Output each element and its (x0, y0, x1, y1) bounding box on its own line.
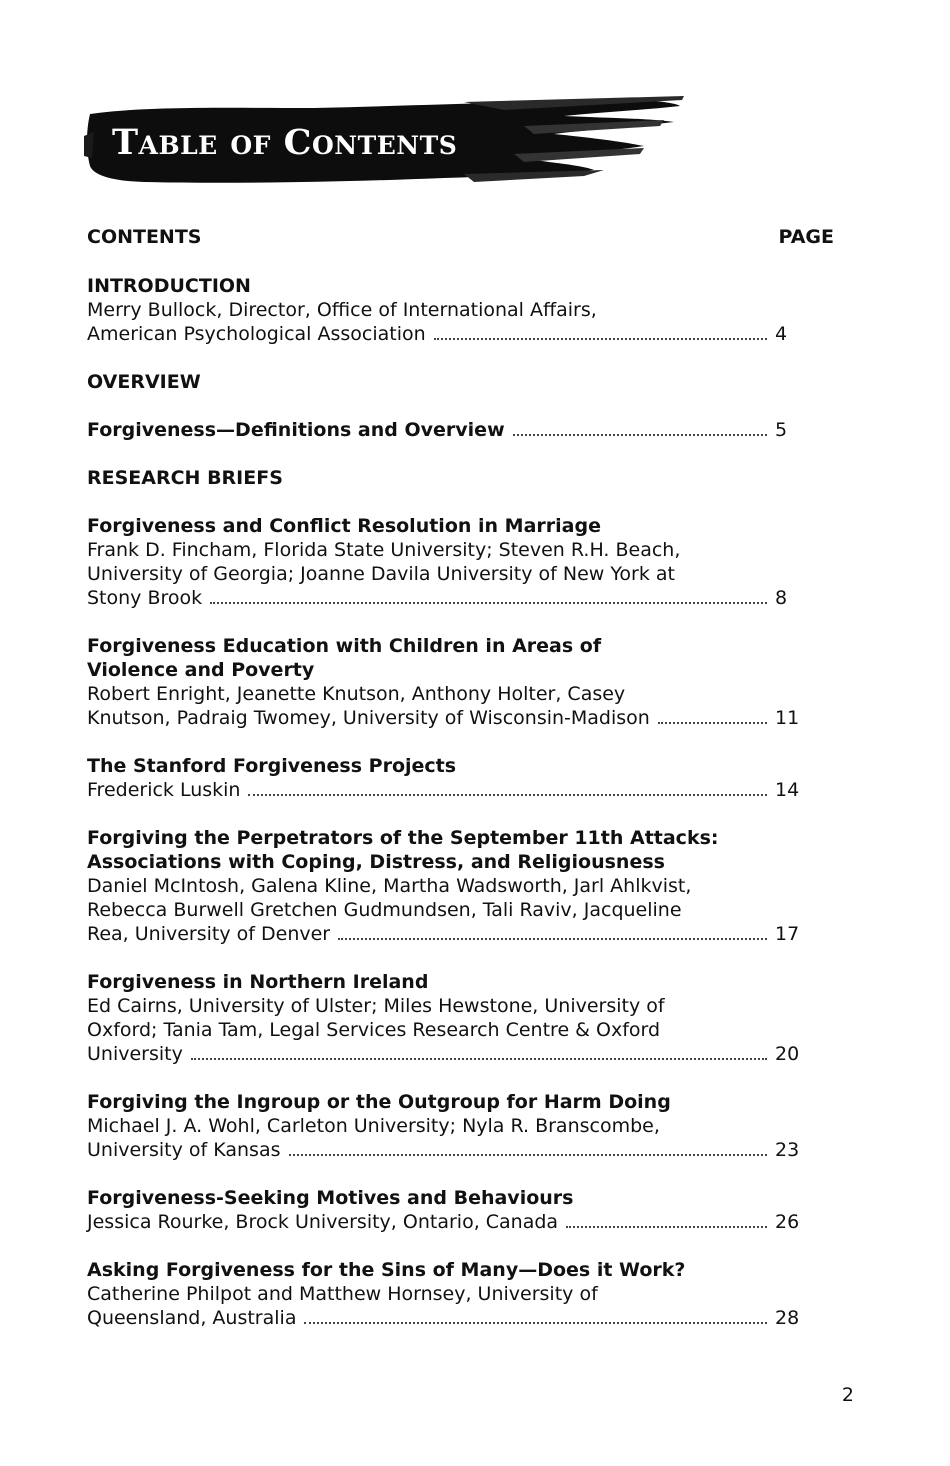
entry-author-line: Oxford; Tania Tam, Legal Services Research Centre & Oxford (87, 1019, 661, 1041)
entry-title: Asking Forgiveness for the Sins of Many—Does it Work? (87, 1259, 686, 1281)
entry-author-line: Jessica Rourke, Brock University, Ontario, Canada (87, 1211, 559, 1233)
toc-entry-line (87, 586, 801, 610)
toc-entry-line (87, 1306, 801, 1330)
entry-page-number: 8 (775, 587, 788, 609)
entry-author-line: Robert Enright, Jeanette Knutson, Anthony Holter, Casey (87, 683, 626, 705)
toc-entry-line[interactable] (87, 322, 801, 346)
entry-page-number: 20 (775, 1043, 800, 1065)
dot-leader (434, 337, 767, 340)
entry-page-number: 11 (775, 707, 800, 729)
toc-entry-line (87, 922, 801, 946)
entry-author-line: Rebecca Burwell Gretchen Gudmundsen, Tali Raviv, Jacqueline (87, 899, 682, 921)
entry-title: Forgiving the Ingroup or the Outgroup for Harm Doing (87, 1091, 671, 1113)
toc-entry-line (87, 1210, 801, 1234)
section-heading-research-briefs: RESEARCH BRIEFS (87, 467, 283, 489)
dot-leader (304, 1321, 767, 1324)
entry-author-line: Queensland, Australia (87, 1307, 297, 1329)
entry-author-line: University of Kansas (87, 1139, 281, 1161)
contents-column-label: CONTENTS (87, 226, 202, 248)
toc-entry[interactable] (87, 1090, 801, 1162)
toc-entry[interactable] (87, 826, 801, 946)
entry-title: Forgiveness and Conflict Resolution in Marriage (87, 515, 601, 537)
dot-leader (289, 1153, 768, 1156)
entry-author-line: Daniel McIntosh, Galena Kline, Martha Wadsworth, Jarl Ahlkvist, (87, 875, 692, 897)
footer-page-number: 2 (841, 1384, 854, 1406)
entry-author-line: Ed Cairns, University of Ulster; Miles Hewstone, University of (87, 995, 665, 1017)
page-title: Table of Contents (112, 122, 458, 163)
entry-author-line: Rea, University of Denver (87, 923, 331, 945)
entry-page-number: 26 (775, 1211, 800, 1233)
toc-entry-line (87, 778, 801, 802)
dot-leader (248, 793, 767, 796)
dot-leader (513, 433, 767, 436)
toc-entry[interactable] (87, 514, 801, 610)
title-banner (84, 96, 684, 192)
toc-entry-line (87, 1138, 801, 1162)
entry-author-line: Michael J. A. Wohl, Carleton University; Nyla R. Branscombe, (87, 1115, 660, 1137)
entry-title: Associations with Coping, Distress, and Religiousness (87, 851, 665, 873)
entry-page-number: 17 (775, 923, 800, 945)
entry-author-line: Frederick Luskin (87, 779, 241, 801)
entry-author-line: Stony Brook (87, 587, 203, 609)
toc-entry-line (87, 1042, 801, 1066)
entry-author-line: Knutson, Padraig Twomey, University of Wisconsin-Madison (87, 707, 650, 729)
entry-page-number: 4 (775, 323, 788, 345)
table-of-contents (87, 274, 801, 1354)
toc-entry-line[interactable] (87, 418, 801, 442)
research-entries (87, 514, 801, 1330)
introduction-section (87, 274, 801, 346)
entry-title: Forgiveness—Definitions and Overview (87, 419, 505, 441)
entry-page-number: 5 (775, 419, 788, 441)
entry-title: The Stanford Forgiveness Projects (87, 755, 457, 777)
entry-page-number: 23 (775, 1139, 800, 1161)
entry-title: Violence and Poverty (87, 659, 315, 681)
section-heading-overview: OVERVIEW (87, 371, 201, 393)
section-heading-introduction: INTRODUCTION (87, 275, 251, 297)
toc-entry[interactable] (87, 970, 801, 1066)
overview-entry (87, 418, 801, 442)
toc-entry[interactable] (87, 1186, 801, 1234)
entry-author-line: University (87, 1043, 183, 1065)
entry-author-line: Merry Bullock, Director, Office of International Affairs, (87, 299, 597, 321)
dot-leader (658, 721, 767, 724)
entry-author-line: American Psychological Association (87, 323, 426, 345)
dot-leader (338, 937, 767, 940)
toc-entry[interactable] (87, 634, 801, 730)
page-column-label: PAGE (778, 226, 834, 248)
dot-leader (191, 1057, 767, 1060)
dot-leader (210, 601, 767, 604)
entry-author-line: Frank D. Fincham, Florida State University; Steven R.H. Beach, (87, 539, 681, 561)
dot-leader (566, 1225, 767, 1228)
entry-page-number: 28 (775, 1307, 800, 1329)
toc-entry[interactable] (87, 1258, 801, 1330)
entry-title: Forgiving the Perpetrators of the September 11th Attacks: (87, 827, 719, 849)
toc-entry[interactable] (87, 754, 801, 802)
entry-title: Forgiveness in Northern Ireland (87, 971, 429, 993)
toc-entry-line (87, 706, 801, 730)
entry-page-number: 14 (775, 779, 800, 801)
entry-author-line: University of Georgia; Joanne Davila University of New York at (87, 563, 675, 585)
entry-author-line: Catherine Philpot and Matthew Hornsey, University of (87, 1283, 598, 1305)
entry-title: Forgiveness Education with Children in Areas of (87, 635, 602, 657)
entry-title: Forgiveness-Seeking Motives and Behaviours (87, 1187, 574, 1209)
